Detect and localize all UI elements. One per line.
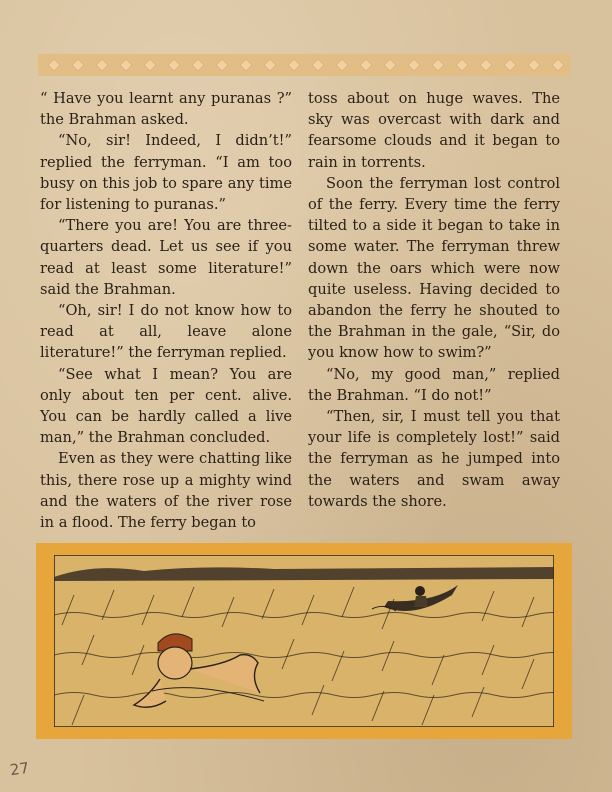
paragraph: “No, sir! Indeed, I didn’t!” replied the ferryman. “I am too busy on this job to spare any time for listening to puranas.”: [40, 132, 292, 214]
paragraph: “See what I mean? You are only about ten per cent. alive. You can be hardly called a live man,” the Brahman concluded.: [40, 365, 292, 447]
paragraph: “Then, sir, I must tell you that your life is completely lost!” said the ferryman as he jumped into the waters and swam away towards the shore.: [308, 408, 560, 510]
paragraph: “ Have you learnt any puranas ?” the Brahman asked.: [40, 90, 292, 129]
paragraph: Soon the ferryman lost control of the ferry. Every time the ferry tilted to a side it began to take in some water. The ferryman threw down the oars which were now quite useless. Having decided to abandon the ferry he shouted to the Brahman in the gale, “Sir, do you know how to swim?”: [308, 174, 560, 362]
paragraph: “No, my good man,” replied the Brahman. “I do not!”: [308, 365, 560, 404]
paragraph: “Oh, sir! I do not know how to read at all, leave alone literature!” the ferryman replied.: [40, 302, 292, 362]
paragraph: toss about on huge waves. The sky was overcast with dark and fearsome clouds and it began to rain in torrents.: [308, 90, 560, 171]
story-column-left: [40, 88, 292, 533]
page-number: 27: [8, 758, 31, 780]
paragraph: Even as they were chatting like this, there rose up a mighty wind and the waters of the river rose in a flood. The ferry began to: [40, 450, 292, 532]
shore-icon: [54, 567, 554, 581]
illustration-frame: [36, 543, 572, 739]
paragraph: “There you are! You are three-quarters dead. Let us see if you read at least some literature!” said the Brahman.: [40, 217, 292, 298]
story-column-right: [308, 88, 560, 512]
decorative-border-band: [38, 54, 570, 76]
swimming-ferryman-illustration: [54, 555, 554, 727]
border-pattern-icon: [38, 54, 570, 76]
